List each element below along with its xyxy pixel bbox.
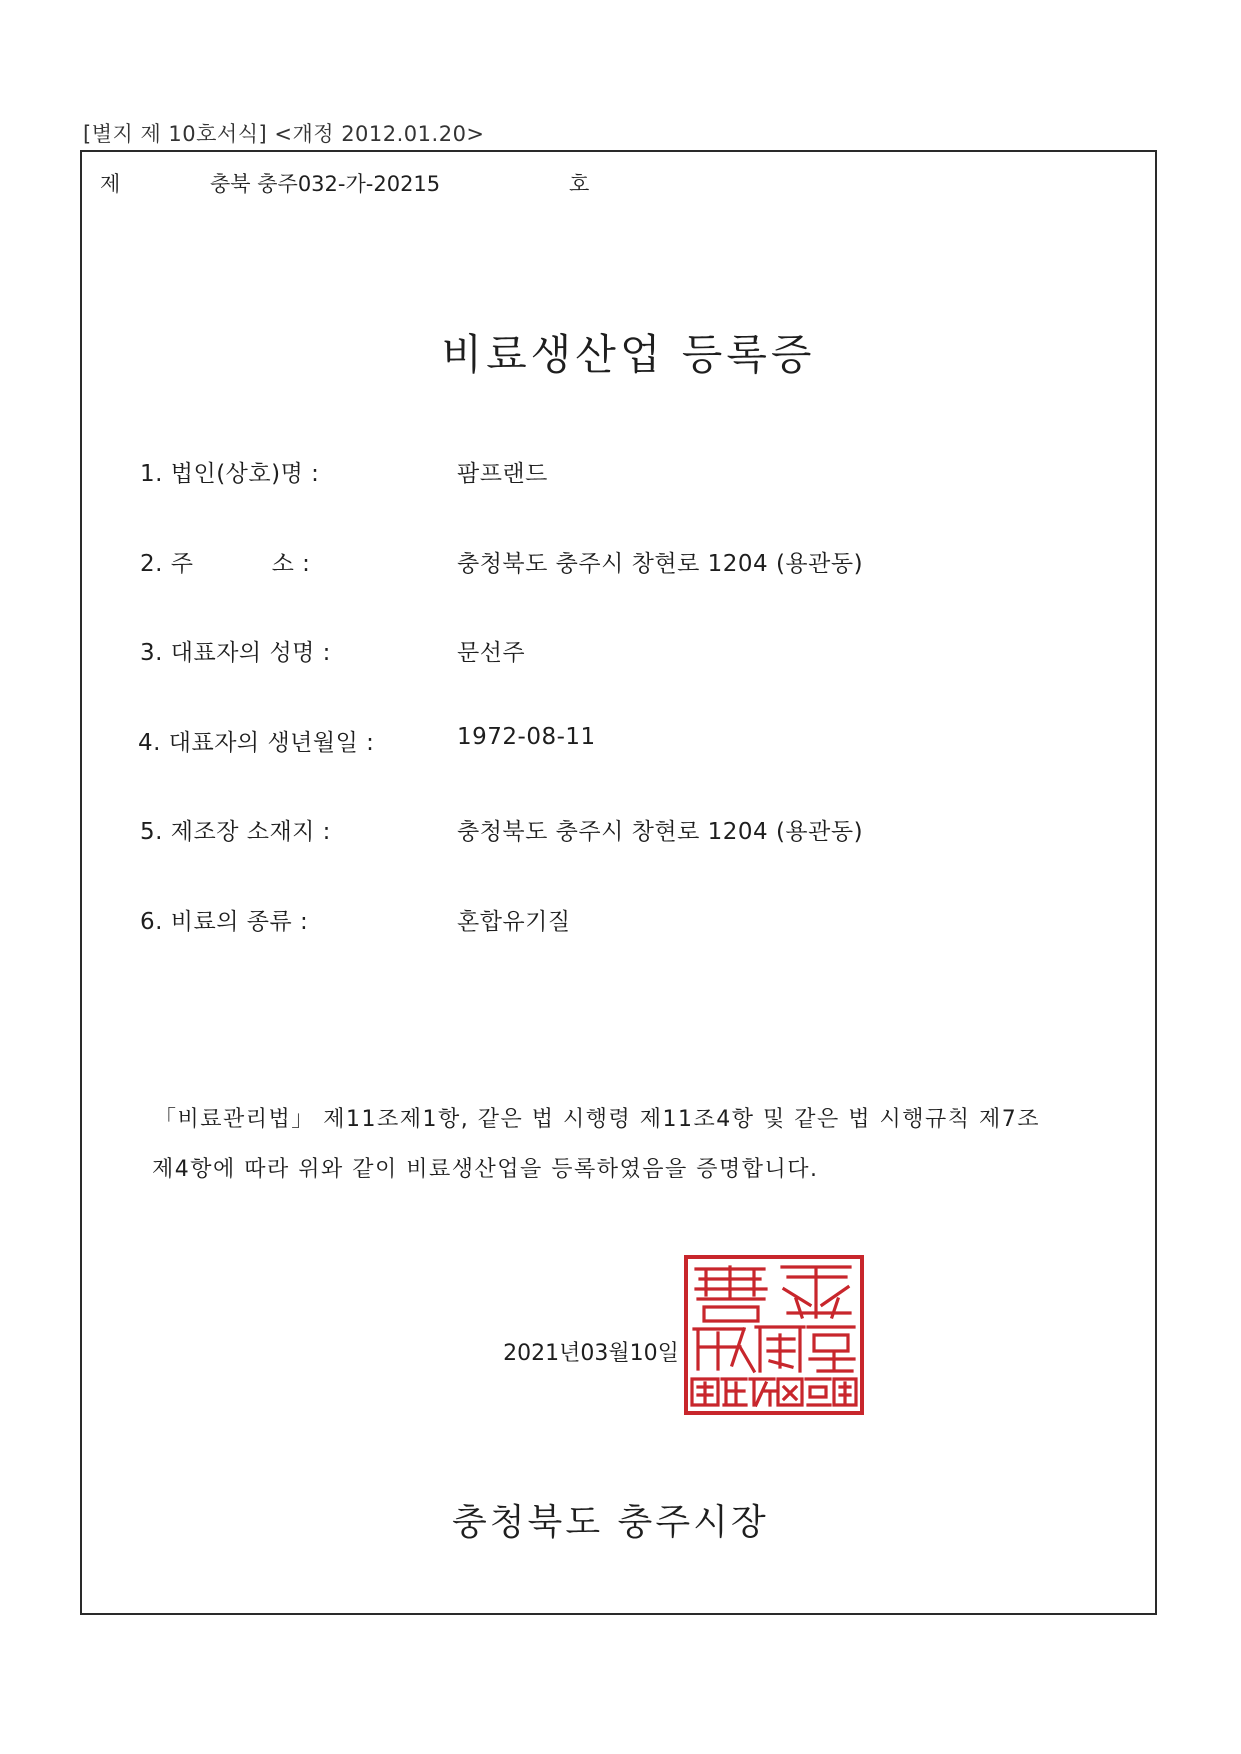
field-value-fertilizer-type: 혼합유기질: [457, 909, 571, 935]
field-label-representative: 3. 대표자의 성명 :: [140, 640, 331, 666]
registration-suffix: 호: [569, 172, 590, 196]
field-label-address: 2. 주 소 :: [140, 551, 311, 577]
field-label-factory-location: 5. 제조장 소재지 :: [140, 819, 331, 845]
issuer-name: 충청북도 충주시장: [452, 1502, 769, 1543]
official-seal-icon: [684, 1255, 864, 1415]
certificate-frame: [80, 150, 1157, 1615]
field-label-birthdate: 4. 대표자의 생년월일 :: [138, 730, 375, 756]
field-value-company: 팜프랜드: [457, 461, 548, 487]
issue-date: 2021년03월10일: [503, 1341, 679, 1366]
field-label-company: 1. 법인(상호)명 :: [140, 461, 320, 487]
registration-number: 충북 충주032-가-20215: [210, 172, 441, 196]
field-value-representative: 문선주: [457, 640, 526, 666]
form-number: [별지 제 10호서식] <개정 2012.01.20>: [83, 122, 485, 146]
certification-text-line-1: 「비료관리법」 제11조제1항, 같은 법 시행령 제11조4항 및 같은 법 시행규칙 제7조: [154, 1107, 1040, 1132]
field-value-address: 충청북도 충주시 창현로 1204 (용관동): [457, 551, 864, 577]
field-value-birthdate: 1972-08-11: [457, 724, 596, 750]
field-label-fertilizer-type: 6. 비료의 종류 :: [140, 909, 309, 935]
field-value-factory-location: 충청북도 충주시 창현로 1204 (용관동): [457, 819, 864, 845]
certificate-title: 비료생산업 등록증: [441, 330, 816, 379]
certification-text-line-2: 제4항에 따라 위와 같이 비료생산업을 등록하였음을 증명합니다.: [152, 1157, 819, 1182]
registration-prefix: 제: [100, 172, 121, 196]
